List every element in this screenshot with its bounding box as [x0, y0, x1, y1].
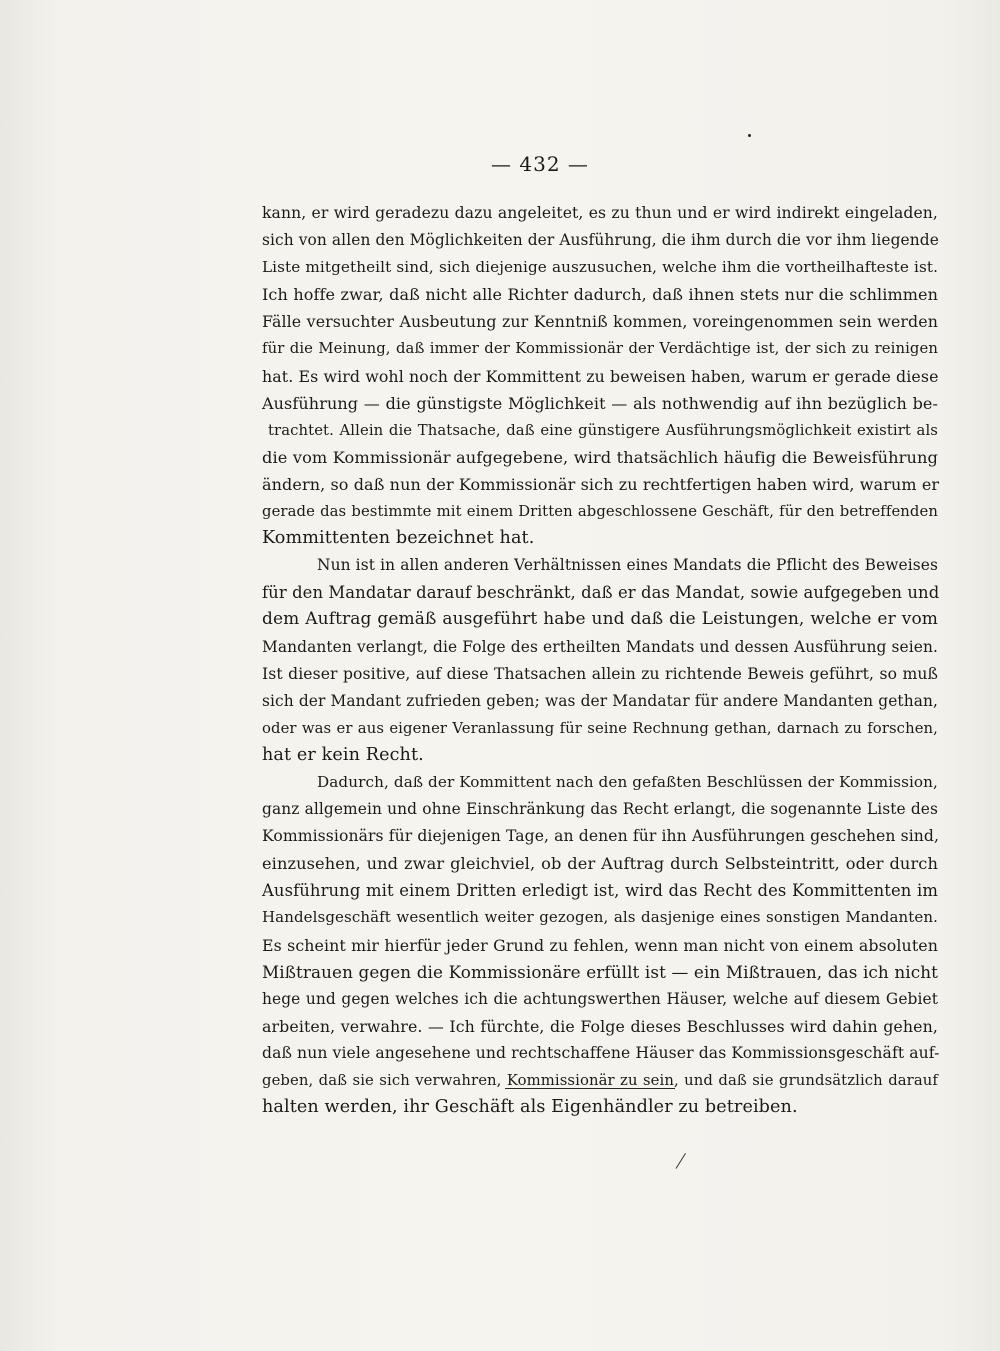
- text-line: die vom Kommissionär aufgegebene, wird thatsächlich häufig die Beweisführung: [262, 447, 938, 467]
- text-line: trachtet. Allein die Thatsache, daß eine günstigere Ausführungsmöglichkeit existirt als: [268, 421, 938, 439]
- pencil-mark: [676, 1153, 686, 1169]
- text-line: dem Auftrag gemäß ausgeführt habe und daß die Leistungen, welche er vom: [262, 609, 938, 630]
- text-line: Fälle versuchter Ausbeutung zur Kenntniß kommen, voreingenommen sein werden: [262, 312, 938, 332]
- paragraph-3: [262, 769, 938, 1121]
- text-line: Kommittenten bezeichnet hat.: [262, 528, 535, 549]
- text-line: für den Mandatar darauf beschränkt, daß er das Mandat, sowie aufgegeben und: [262, 583, 940, 603]
- end-rule: [505, 1088, 675, 1089]
- text-line: ganz allgemein und ohne Einschränkung das Recht erlangt, die sogenannte Liste des: [262, 800, 938, 819]
- text-line: sich der Mandant zufrieden geben; was der Mandatar für andere Mandanten gethan,: [262, 691, 938, 710]
- text-line: oder was er aus eigener Veranlassung für seine Rechnung gethan, darnach zu forschen,: [262, 719, 938, 737]
- text-line: arbeiten, verwahre. — Ich fürchte, die Folge dieses Beschlusses wird dahin gehen,: [262, 1016, 938, 1036]
- text-line: für die Meinung, daß immer der Kommissionär der Verdächtige ist, der sich zu reinigen: [262, 340, 938, 358]
- page-number: — 432 —: [491, 152, 589, 176]
- text-line: Nun ist in allen anderen Verhältnissen eines Mandats die Pflicht des Beweises: [317, 556, 938, 575]
- text-line: Kommissionärs für diejenigen Tage, an denen für ihn Ausführungen geschehen sind,: [262, 827, 940, 846]
- text-line: Ich hoffe zwar, daß nicht alle Richter dadurch, daß ihnen stets nur die schlimmen: [262, 285, 938, 305]
- text-line: Mißtrauen gegen die Kommissionäre erfüllt ist — ein Mißtrauen, das ich nicht: [262, 961, 938, 982]
- body-text: [262, 200, 938, 1121]
- text-line: gerade das bestimmte mit einem Dritten abgeschlossene Geschäft, für den betreffenden: [262, 503, 938, 521]
- text-line: halten werden, ihr Geschäft als Eigenhändler zu betreiben.: [262, 1097, 798, 1118]
- text-line: hat. Es wird wohl noch der Kommittent zu beweisen haben, warum er gerade diese: [262, 366, 939, 386]
- text-line: hege und gegen welches ich die achtungswerthen Häuser, welche auf diesem Gebiet: [262, 989, 938, 1008]
- text-line: Mandanten verlangt, die Folge des ertheilten Mandats und dessen Ausführung seien.: [262, 637, 938, 656]
- text-line: geben, daß sie sich verwahren, Kommissionär zu sein, und daß sie grundsätzlich darauf: [262, 1072, 938, 1089]
- text-line: Liste mitgetheilt sind, sich diejenige auszusuchen, welche ihm die vortheilhafteste ist.: [262, 258, 938, 277]
- ink-speck: [748, 134, 751, 137]
- text-line: Dadurch, daß der Kommittent nach den gefaßten Beschlüssen der Kommission,: [317, 772, 938, 791]
- text-line: kann, er wird geradezu dazu angeleitet, es zu thun und er wird indirekt eingeladen,: [262, 204, 938, 222]
- text-line: ändern, so daß nun der Kommissionär sich zu rechtfertigen haben wird, warum er: [262, 474, 940, 494]
- text-line: Ausführung — die günstigste Möglichkeit — als nothwendig auf ihn bezüglich be-: [262, 393, 938, 413]
- text-line: Handelsgeschäft wesentlich weiter gezogen, als dasjenige eines sonstigen Mandanten.: [262, 908, 938, 927]
- text-line: hat er kein Recht.: [262, 744, 424, 765]
- text-line: Ausführung mit einem Dritten erledigt ist, wird das Recht des Kommittenten im: [262, 881, 938, 901]
- text-line: Es scheint mir hierfür jeder Grund zu fehlen, wenn man nicht von einem absoluten: [262, 935, 938, 955]
- text-line: Ist dieser positive, auf diese Thatsachen allein zu richtende Beweis geführt, so muß: [262, 664, 938, 683]
- text-line: einzusehen, und zwar gleichviel, ob der Auftrag durch Selbsteintritt, oder durch: [262, 854, 938, 874]
- paragraph-2: [262, 552, 938, 769]
- text-line: daß nun viele angesehene und rechtschaffene Häuser das Kommissionsgeschäft auf-: [262, 1043, 940, 1062]
- paragraph-1: [262, 200, 938, 552]
- text-line: sich von allen den Möglichkeiten der Ausführung, die ihm durch die vor ihm liegende: [262, 231, 939, 250]
